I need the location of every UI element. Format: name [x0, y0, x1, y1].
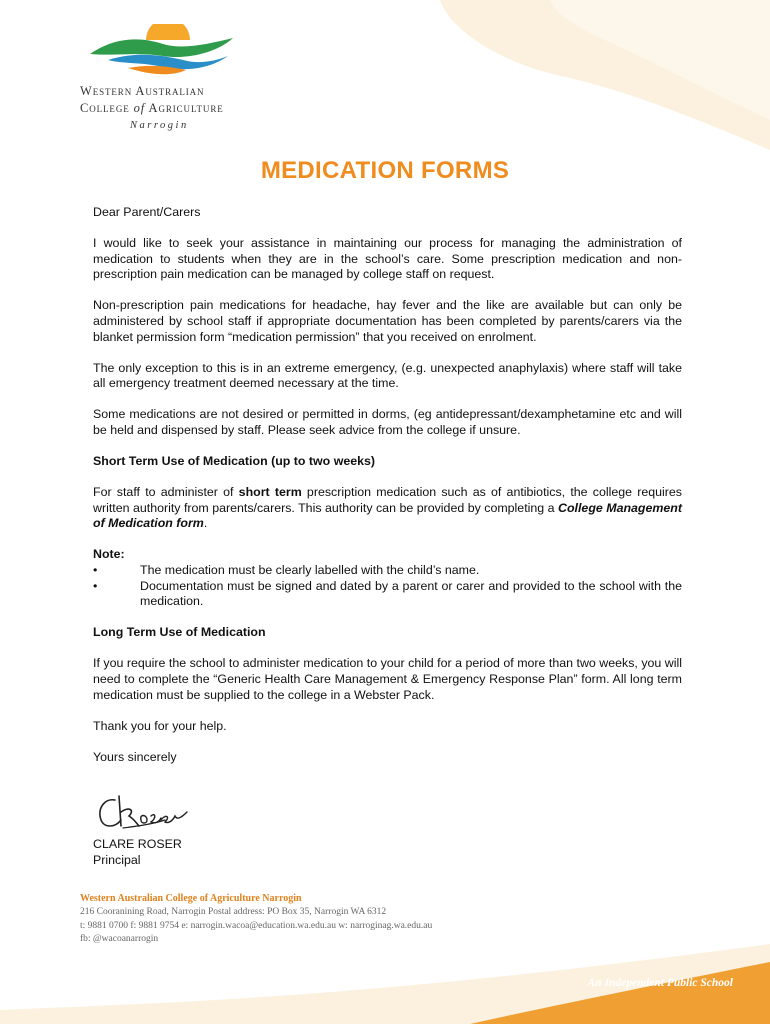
page-title: MEDICATION FORMS [260, 157, 510, 184]
bullet-icon: • [93, 578, 98, 593]
signer-title: Principal [93, 852, 141, 867]
footer-wave-decoration [0, 914, 770, 1024]
list-item: • The medication must be clearly labelled with the child’s name. [93, 563, 480, 577]
note-list [93, 563, 682, 610]
short-term-paragraph: For staff to administer of short term prescription medication such as of antibiotics, the college requires written authority from parents/carers. This authority can be provided by completing a College Management of Medication form. [93, 485, 682, 531]
short-term-heading: Short Term Use of Medication (up to two weeks) [93, 454, 376, 469]
logo-text-line1: Western Australian [80, 84, 205, 98]
footer-contact-details: t: 9881 0700 f: 9881 9754 e: narrogin.wacoa@education.wa.edu.au w: narroginag.wa.edu.au [80, 920, 433, 931]
list-item: • Documentation must be signed and dated by a parent or carer and provided to the school with the medication. [93, 578, 682, 609]
paragraph-intro: I would like to seek your assistance in maintaining our process for managing the administration of medication to students when they are in the school’s care. Some prescription medication and non-prescription pain medication can be managed by college staff on request. [93, 236, 682, 282]
paragraph-emergency: The only exception to this is in an extreme emergency, (e.g. unexpected anaphylaxis) where staff will take all emergency treatment deemed necessary at the time. [93, 360, 682, 391]
note-label: Note: [93, 547, 125, 562]
footer-address: 216 Cooranining Road, Narrogin Postal address: PO Box 35, Narrogin WA 6312 [80, 906, 387, 917]
letter-body [93, 205, 682, 765]
long-term-heading: Long Term Use of Medication [93, 625, 266, 640]
paragraph-dorms: Some medications are not desired or permitted in dorms, (eg antidepressant/dexamphetamine etc and will be held and dispensed by staff. Please seek advice from the college if unsure. [93, 407, 682, 437]
logo-landscape-icon [88, 24, 238, 80]
handwritten-signature [93, 790, 193, 836]
salutation: Dear Parent/Carers [93, 205, 201, 219]
thanks-line: Thank you for your help. [93, 718, 227, 733]
footer-social: fb: @wacoanarrogin [80, 934, 159, 945]
logo-text-line2: College of Agriculture [80, 101, 224, 115]
footer-college-name: Western Australian College of Agriculture Narrogin [80, 893, 302, 904]
long-term-paragraph: If you require the school to administer medication to your child for a period of more than two weeks, you will need to complete the “Generic Health Care Management & Emergency Response Plan” form. All long term medication must be supplied to the college in a Webster Pack. [93, 656, 682, 702]
paragraph-non-prescription: Non-prescription pain medications for headache, hay fever and the like are available but can only be administered by school staff if appropriate documentation has been completed by parents/carers via the blanket permission form “medication permission” that you received on enrolment. [93, 298, 682, 344]
bullet-icon: • [93, 563, 98, 577]
tagline: An Independent Public School [587, 977, 733, 989]
signer-name: CLARE ROSER [93, 837, 182, 851]
college-logo [80, 24, 250, 134]
signer-block [93, 837, 182, 868]
logo-text-line3: Narrogin [130, 120, 189, 131]
header-wave-decoration [300, 0, 770, 150]
closing-line: Yours sincerely [93, 749, 177, 764]
